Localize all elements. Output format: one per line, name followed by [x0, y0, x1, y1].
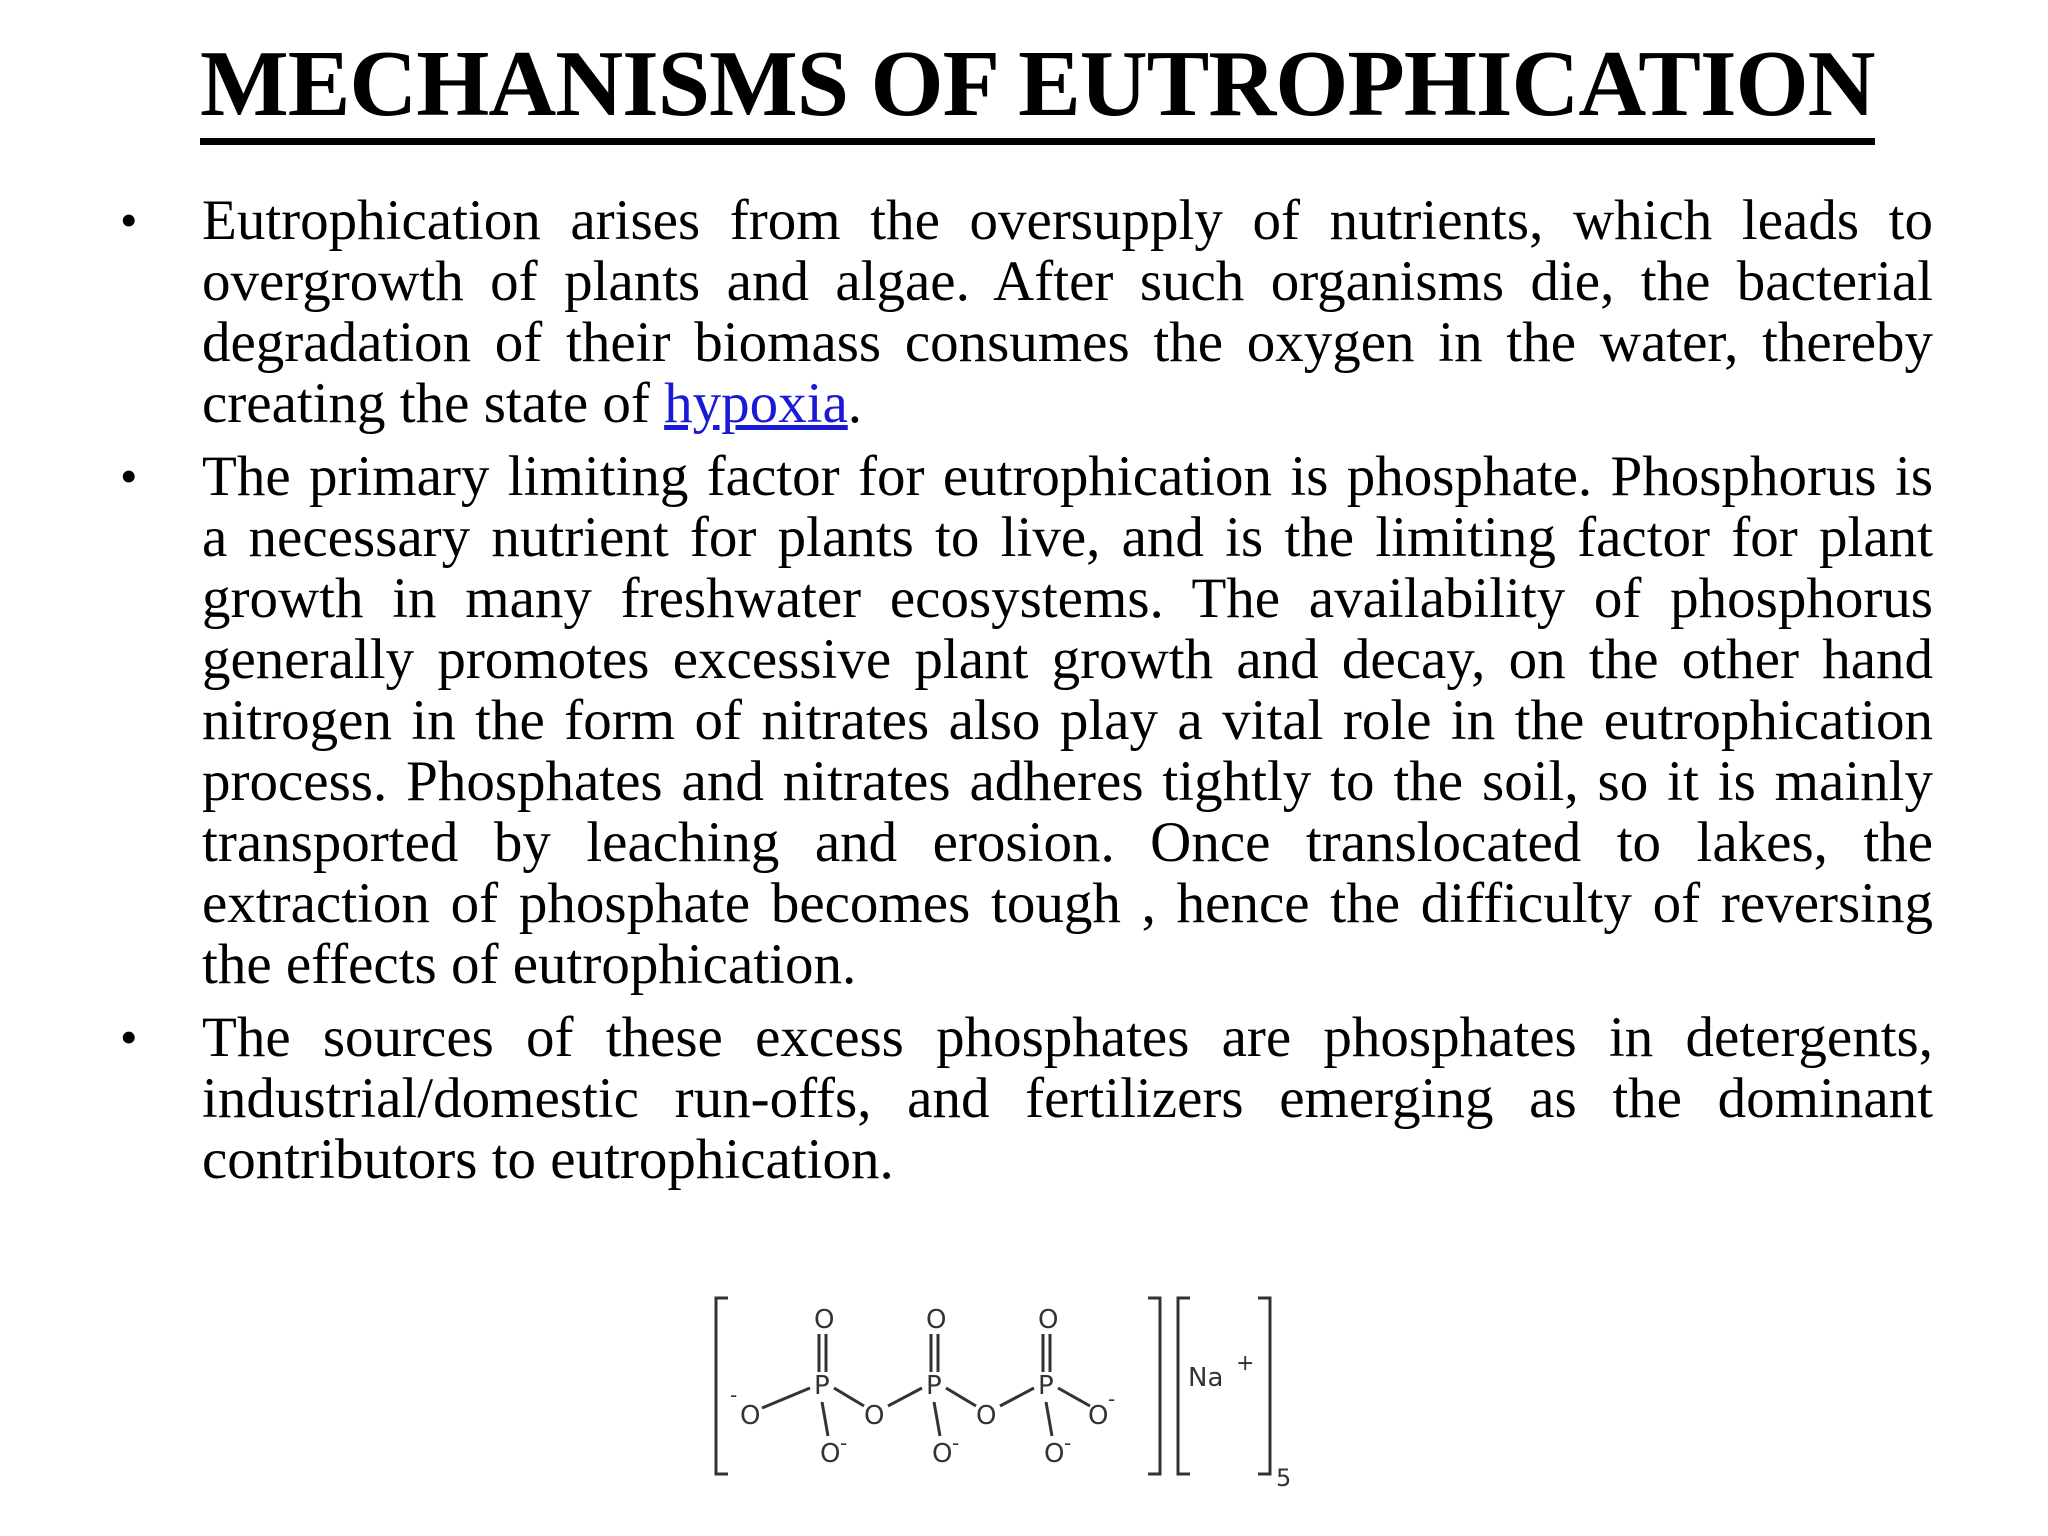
- oxygen-anion: O: [1044, 1439, 1065, 1469]
- bullet-item: [120, 446, 1933, 995]
- minus-sign: -: [730, 1383, 738, 1407]
- minus-sign: -: [840, 1431, 848, 1455]
- stoichiometry-subscript: 5: [1276, 1464, 1292, 1490]
- oxygen-atom: O: [1038, 1305, 1059, 1335]
- bullet-text: The primary limiting factor for eutrophication is phosphate. Phosphorus is a necessary nutrient for plants to live, and is the limiting factor for plant growth in many freshwater ecosystems. The availability of phosphorus generally promotes excessive plant growth and decay, on the other hand nitrogen in the form of nitrates also play a vital role in the eutrophication process. Phosphates and nitrates adheres tightly to the soil, so it is mainly transported by leaching and erosion. Once translocated to lakes, the extraction of phosphate becomes tough , hence the difficulty of reversing the effects of eutrophication.: [202, 445, 1933, 996]
- oxygen-anion: O: [820, 1439, 841, 1469]
- phosphorus-atom: P: [1038, 1371, 1054, 1401]
- bullet-list: [120, 190, 1933, 1202]
- bridging-oxygen: O: [864, 1401, 885, 1431]
- minus-sign: -: [1064, 1431, 1072, 1455]
- phosphorus-atom: P: [814, 1371, 830, 1401]
- minus-sign: -: [1108, 1387, 1116, 1411]
- sodium-cation: Na: [1188, 1363, 1224, 1393]
- minus-sign: -: [952, 1431, 960, 1455]
- oxygen-atom: O: [926, 1305, 947, 1335]
- bullet-item: [120, 1007, 1933, 1190]
- bullet-text: Eutrophication arises from the oversupply of nutrients, which leads to overgrowth of plants and algae. After such organisms die, the bacterial degradation of their biomass consumes the oxygen in the water, thereby creating the state of: [202, 189, 1933, 435]
- hypoxia-link[interactable]: hypoxia: [664, 372, 848, 435]
- sodium-tripolyphosphate-structure: [712, 1290, 1312, 1490]
- cation-right-bracket: [1258, 1298, 1270, 1474]
- oxygen-anion: O: [1088, 1401, 1109, 1431]
- oxygen-anion: O: [932, 1439, 953, 1469]
- bullet-text: The sources of these excess phosphates are phosphates in detergents, industrial/domestic run-offs, and fertilizers emerging as the dominant contributors to eutrophication.: [202, 1006, 1933, 1191]
- phosphorus-atom: P: [926, 1371, 942, 1401]
- bullet-marker: •: [120, 1009, 138, 1065]
- bullet-item: [120, 190, 1933, 434]
- left-bracket: [716, 1298, 728, 1474]
- bullet-text-end: .: [847, 372, 863, 435]
- bullet-marker: •: [120, 448, 138, 504]
- slide-title: MECHANISMS OF EUTROPHICATION: [200, 34, 1856, 134]
- right-bracket: [1148, 1298, 1160, 1474]
- oxygen-atom: O: [814, 1305, 835, 1335]
- bullet-marker: •: [120, 192, 138, 248]
- cation-charge: +: [1236, 1351, 1255, 1376]
- bridging-oxygen: O: [976, 1401, 997, 1431]
- oxygen-anion: O: [740, 1401, 761, 1431]
